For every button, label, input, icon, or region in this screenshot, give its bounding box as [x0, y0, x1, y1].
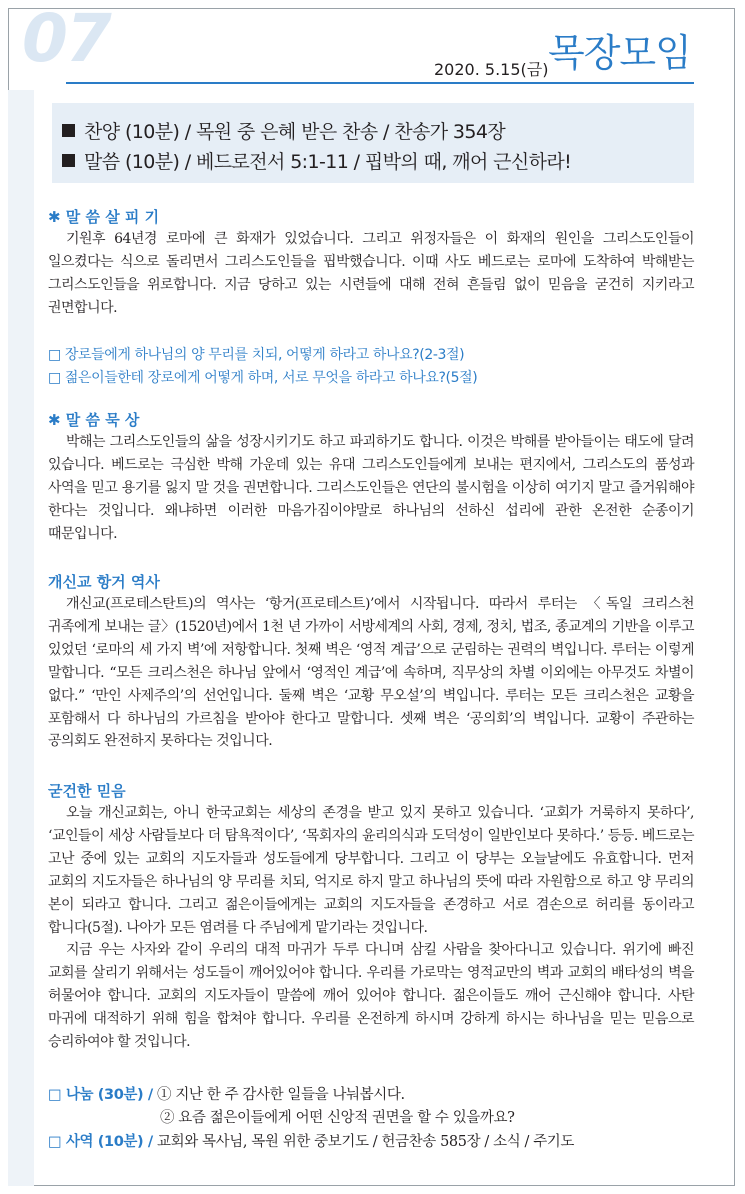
section-body-meditate [48, 431, 694, 546]
header-divider [66, 82, 694, 84]
section-heading-observe: ✱ 말 씀 살 피 기 [48, 208, 160, 226]
section-heading-protest-history: 개신교 항거 역사 [48, 573, 160, 591]
square-bullet-icon [62, 124, 75, 137]
ministry-line [48, 1130, 574, 1151]
hymn-line-praise [62, 117, 505, 144]
sharing-item-2: ② 요즘 젊은이들에게 어떤 신앙적 권면을 할 수 있을까요? [160, 1110, 515, 1126]
paragraph: 기원후 64년경 로마에 큰 화재가 있었습니다. 그리고 위정자들은 이 화재의 원인을 그리스도인들이 일으켰다는 식으로 돌리면서 그리스도인들을 핍박했습니다. 이때 사도 베드로는 로마에 도착하여 박해받는 그리스도인들을 위로합니다. 지금 당하고 있는 시련들에 대해 전혀 흔들림 없이 믿음을 굳건히 지키라고 권면합니다. [48, 231, 694, 316]
section-body-protest-history [48, 593, 694, 753]
paragraph: 박해는 그리스도인들의 삶을 성장시키기도 하고 파괴하기도 합니다. 이것은 박해를 받아들이는 태도에 달려 있습니다. 베드로는 극심한 박해 가운데 있는 유대 그리스도인들에게 보내는 편지에서, 그리스도의 품성과 사역을 믿고 용기를 잃지 말 것을 권면합니다. 그리스도인들은 연단의 불시험을 이상히 여기지 말고 즐거워해야 한다는 것입니다. 왜냐하면 이러한 마음가짐이야말로 하나님의 선하신 섭리에 관한 온전한 순종이기 때문입니다. [48, 434, 694, 542]
paragraph: 개신교(프로테스탄트)의 역사는 ‘항거(프로테스트)’에서 시작됩니다. 따라서 루터는 〈독일 크리스천 귀족에게 보내는 글〉(1520년)에서 1천 년 가까이 서방세계의 사회, 경제, 정치, 법조, 종교계의 기반을 이루고 있었던 ‘로마의 세 가지 벽’에 저항합니다. 첫째 벽은 ‘영적 계급’으로 군림하는 권력의 벽입니다. 루터는 이렇게 말합니다. “모든 크리스천은 하나님 앞에서 ‘영적인 계급’에 속하며, 직무상의 차별 이외에는 아무것도 차별이 없다.” ‘만인 사제주의’의 선언입니다. 둘째 벽은 ‘교황 무오설’의 벽입니다. 루터는 모든 크리스천은 교황을 포함해서 다 하나님의 가르침을 받아야 한다고 말합니다. 셋째 벽은 ‘공의회’의 벽입니다. 교황이 주관하는 공의회도 완전하지 못하다는 것입니다. [48, 596, 694, 750]
hymn-box [52, 103, 694, 183]
sidebar-decoration [8, 90, 34, 1186]
ministry-label: □ 사역 (10분) / [48, 1134, 153, 1150]
question-2: □ 젊은이들한테 장로에게 어떻게 하며, 서로 무엇을 하라고 하나요?(5절) [48, 370, 478, 386]
page-title: 목장모임 [548, 31, 691, 75]
square-bullet-icon [62, 154, 75, 167]
section-heading-firm-faith: 굳건한 믿음 [48, 782, 126, 800]
section-body-firm-faith [48, 802, 694, 1054]
hymn-line-word [62, 147, 571, 174]
question-1: □ 장로들에게 하나님의 양 무리를 치되, 어떻게 하라고 하나요?(2-3절) [48, 347, 465, 363]
sharing-line-2 [160, 1106, 515, 1127]
paragraph: 지금 우는 사자와 같이 우리의 대적 마귀가 두루 다니며 삼킬 사람을 찾아다니고 있습니다. 위기에 빠진 교회를 살리기 위해서는 성도들이 깨어있어야 합니다. 우리를 가로막는 영적교만의 벽과 교회의 배타성의 벽을 허물어야 합니다. 교회의 지도자들이 말씀에 깨어 있어야 합니다. 젊은이들도 깨어 근신해야 합니다. 사탄 마귀에 대적하기 위해 힘을 합쳐야 합니다. 우리를 온전하게 하시며 강하게 하시는 하나님을 믿는 믿음으로 승리하여야 할 것입니다. [48, 942, 694, 1051]
hymn-word-text: 말씀 (10분) / 베드로전서 5:1-11 / 핍박의 때, 깨어 근신하라! [84, 151, 572, 173]
sharing-item-1: ① 지난 한 주 감사한 일들을 나눠봅시다. [157, 1087, 405, 1103]
page-number: 07 [22, 0, 110, 77]
sharing-line-1 [48, 1083, 405, 1104]
ministry-text: 교회와 목사님, 목원 위한 중보기도 / 헌금찬송 585장 / 소식 / 주기도 [157, 1134, 575, 1150]
paragraph: 오늘 개신교회는, 아니 한국교회는 세상의 존경을 받고 있지 못하고 있습니다. ‘교회가 거룩하지 못하다’, ‘교인들이 세상 사람들보다 더 탐욕적이다’, ‘목회자의 윤리의식과 도덕성이 일반인보다 못하다.’ 등등. 베드로는 고난 중에 있는 교회의 지도자들과 성도들에게 당부합니다. 그리고 이 당부는 오늘날에도 유효합니다. 먼저 교회의 지도자들은 하나님의 양 무리를 치되, 억지로 하지 말고 하나님의 뜻에 따라 자원함으로 하고 양 무리의 본이 되라고 합니다. 그리고 젊은이들에게는 교회의 지도자들을 존경하고 서로 겸손으로 허리를 동이라고 합니다(5절). 나아가 모든 염려를 다 주님에게 맡기라는 것입니다. [48, 805, 694, 936]
hymn-praise-text: 찬양 (10분) / 목원 중 은혜 받은 찬송 / 찬송가 354장 [84, 121, 506, 143]
section-body-observe [48, 228, 694, 320]
header-date: 2020. 5.15(금) [434, 60, 549, 79]
sharing-label: □ 나눔 (30분) / [48, 1087, 153, 1103]
section-heading-meditate: ✱ 말 씀 묵 상 [48, 411, 140, 429]
